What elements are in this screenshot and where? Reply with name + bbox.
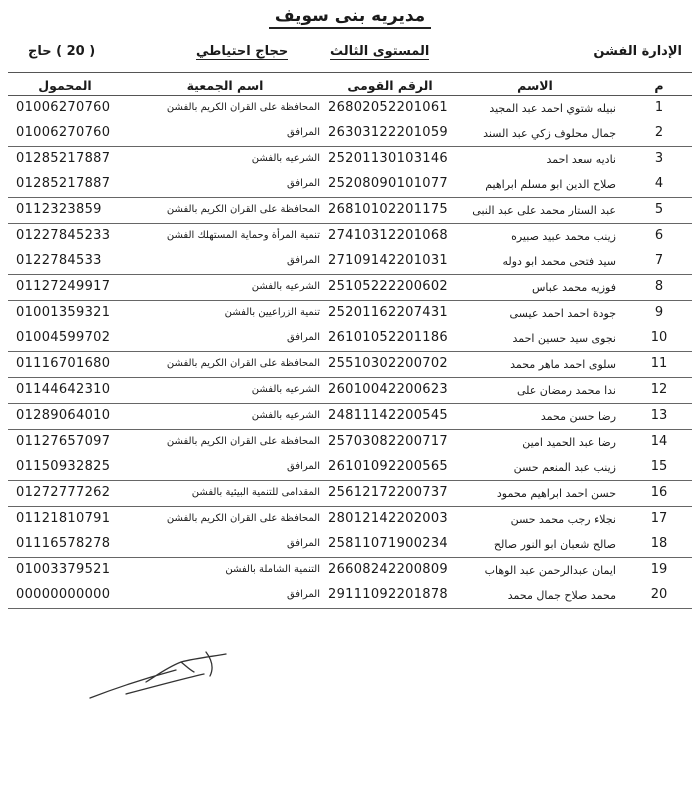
- row-group: [8, 481, 692, 507]
- row-name: ايمان عبدالرحمن عبد الوهاب: [484, 564, 616, 577]
- row-group: [8, 96, 692, 147]
- row-association: المحافظة على القران الكريم بالفشن: [166, 102, 320, 113]
- row-number: 13: [650, 408, 668, 423]
- table-row: [8, 352, 692, 377]
- row-national-id: 26303122201059: [328, 125, 448, 140]
- row-number: 1: [654, 100, 664, 115]
- row-national-id: 26608242200809: [328, 562, 448, 577]
- row-national-id: 27410312201068: [328, 228, 448, 243]
- row-association: تنمية المرأة وحماية المستهلك الفشن: [166, 230, 320, 241]
- table-row: [8, 455, 692, 480]
- row-national-id: 28012142202003: [328, 511, 448, 526]
- row-name: رضا عبد الحميد امين: [522, 436, 616, 449]
- header-top-rule: [8, 72, 692, 73]
- row-national-id: 25811071900234: [328, 536, 448, 551]
- row-national-id: 25208090101077: [328, 176, 448, 191]
- row-association: المرافق: [286, 589, 320, 600]
- row-national-id: 26810102201175: [328, 202, 448, 217]
- row-national-id: 26101052201186: [328, 330, 448, 345]
- column-header-association: اسم الجمعية: [186, 78, 264, 93]
- row-name: نجوى سيد حسين احمد: [512, 332, 616, 345]
- row-national-id: 26010042200623: [328, 382, 448, 397]
- table-row: [8, 121, 692, 146]
- row-number: 11: [650, 356, 668, 371]
- row-mobile: 0112323859: [16, 202, 102, 217]
- row-national-id: 26101092200565: [328, 459, 448, 474]
- row-group: [8, 507, 692, 558]
- row-association: المرافق: [286, 332, 320, 343]
- table-row: [8, 404, 692, 429]
- row-group: [8, 147, 692, 198]
- row-association: الشرعيه بالفشن: [251, 281, 320, 292]
- table-row: [8, 96, 692, 121]
- row-association: تنمية الزراعيين بالفشن: [224, 307, 320, 318]
- row-mobile: 01150932825: [16, 459, 111, 474]
- row-national-id: 27109142201031: [328, 253, 448, 268]
- row-group: [8, 301, 692, 352]
- row-name: سلوى احمد ماهر محمد: [510, 358, 616, 371]
- row-association: المرافق: [286, 461, 320, 472]
- pilgrims-table: [0, 96, 700, 609]
- row-mobile: 01227845233: [16, 228, 111, 243]
- row-national-id: 25201162207431: [328, 305, 448, 320]
- table-row: [8, 198, 692, 223]
- row-mobile: 01121810791: [16, 511, 111, 526]
- row-name: فوزيه محمد عباس: [532, 281, 616, 294]
- table-row: [8, 583, 692, 608]
- row-association: المحافظة على القران الكريم بالفشن: [166, 436, 320, 447]
- level-label: المستوى الثالث: [330, 44, 430, 59]
- row-number: 5: [654, 202, 664, 217]
- row-association: المحافظة على القران الكريم بالفشن: [166, 358, 320, 369]
- row-mobile: 01116578278: [16, 536, 111, 551]
- row-name: ناديه سعد احمد: [546, 153, 616, 166]
- table-row: [8, 558, 692, 583]
- column-header-mobile: المحمول: [38, 78, 92, 93]
- row-number: 7: [654, 253, 664, 268]
- admin-label: الإدارة الفشن: [593, 44, 682, 59]
- row-number: 17: [650, 511, 668, 526]
- row-national-id: 25510302200702: [328, 356, 448, 371]
- row-association: الشرعيه بالفشن: [251, 410, 320, 421]
- column-header-num: م: [654, 78, 664, 93]
- row-mobile: 01116701680: [16, 356, 111, 371]
- row-number: 19: [650, 562, 668, 577]
- row-name: صالح شعبان ابو النور صالح: [493, 538, 616, 551]
- row-mobile: 01003379521: [16, 562, 111, 577]
- row-name: جمال محلوف زكي عبد السند: [483, 127, 616, 140]
- table-row: [8, 147, 692, 172]
- row-national-id: 25105222200602: [328, 279, 448, 294]
- row-mobile: 01127249917: [16, 279, 111, 294]
- row-number: 6: [654, 228, 664, 243]
- table-row: [8, 378, 692, 403]
- row-number: 9: [654, 305, 664, 320]
- row-mobile: 01289064010: [16, 408, 111, 423]
- row-mobile: 00000000000: [16, 587, 111, 602]
- row-association: الشرعيه بالفشن: [251, 384, 320, 395]
- row-group: [8, 224, 692, 275]
- row-number: 14: [650, 434, 668, 449]
- row-name: زينب عبد المنعم حسن: [513, 461, 616, 474]
- row-mobile: 0122784533: [16, 253, 102, 268]
- row-name: صلاح الدين ابو مسلم ابراهيم: [485, 178, 616, 191]
- row-number: 3: [654, 151, 664, 166]
- table-row: [8, 532, 692, 557]
- row-association: المحافظة على القران الكريم بالفشن: [166, 513, 320, 524]
- row-number: 2: [654, 125, 664, 140]
- row-association: المرافق: [286, 255, 320, 266]
- row-national-id: 25612172200737: [328, 485, 448, 500]
- row-number: 20: [650, 587, 668, 602]
- row-group: [8, 558, 692, 609]
- row-mobile: 01285217887: [16, 176, 111, 191]
- row-association: المرافق: [286, 538, 320, 549]
- row-mobile: 01006270760: [16, 125, 111, 140]
- table-row: [8, 224, 692, 249]
- row-group: [8, 404, 692, 430]
- row-national-id: 25703082200717: [328, 434, 448, 449]
- row-name: سيد فتحى محمد ابو دوله: [502, 255, 616, 268]
- row-group: [8, 430, 692, 481]
- row-mobile: 01004599702: [16, 330, 111, 345]
- row-number: 12: [650, 382, 668, 397]
- row-name: زينب محمد عبيد صبيره: [511, 230, 616, 243]
- table-row: [8, 507, 692, 532]
- table-row: [8, 326, 692, 351]
- signature-graphic: [86, 648, 236, 708]
- row-name: نبيله شتوي احمد عبد المجيد: [489, 102, 616, 115]
- table-row: [8, 481, 692, 506]
- row-name: محمد صلاح جمال محمد: [507, 589, 616, 602]
- table-row: [8, 275, 692, 300]
- row-mobile: 01144642310: [16, 382, 111, 397]
- row-national-id: 29111092201878: [328, 587, 448, 602]
- row-association: الشرعيه بالفشن: [251, 153, 320, 164]
- row-national-id: 25201130103146: [328, 151, 448, 166]
- row-national-id: 26802052201061: [328, 100, 448, 115]
- pilgrim-count-label: ( 20 ) حاج: [28, 44, 96, 59]
- row-group: [8, 275, 692, 301]
- row-group: [8, 198, 692, 224]
- row-number: 10: [650, 330, 668, 345]
- row-number: 8: [654, 279, 664, 294]
- row-number: 18: [650, 536, 668, 551]
- row-group: [8, 352, 692, 378]
- table-row: [8, 430, 692, 455]
- row-number: 16: [650, 485, 668, 500]
- table-row: [8, 172, 692, 197]
- row-name: عبد الستار محمد على عبد النبى: [472, 204, 616, 217]
- row-association: المرافق: [286, 127, 320, 138]
- row-association: التنمية الشاملة بالفشن: [225, 564, 320, 575]
- row-association: المقدامى للتنمية البيئية بالفشن: [191, 487, 320, 498]
- row-mobile: 01127657097: [16, 434, 111, 449]
- row-association: المحافظة على القران الكريم بالفشن: [166, 204, 320, 215]
- table-row: [8, 301, 692, 326]
- pilgrim-type-label: حجاج احتياطي: [196, 44, 289, 59]
- row-group: [8, 378, 692, 404]
- row-mobile: 01272777262: [16, 485, 111, 500]
- row-number: 15: [650, 459, 668, 474]
- row-name: ندا محمد رمضان على: [516, 384, 616, 397]
- row-name: رضا حسن محمد: [540, 410, 616, 423]
- row-national-id: 24811142200545: [328, 408, 448, 423]
- row-mobile: 01285217887: [16, 151, 111, 166]
- row-association: المرافق: [286, 178, 320, 189]
- column-header-name: الاسم: [517, 78, 553, 93]
- column-header-national-id: الرقم القومى: [347, 78, 433, 93]
- row-mobile: 01001359321: [16, 305, 111, 320]
- row-name: حسن احمد ابراهيم محمود: [496, 487, 616, 500]
- page-title: مديريه بنى سويف: [0, 6, 700, 26]
- row-name: جودة احمد احمد عيسى: [509, 307, 616, 320]
- table-row: [8, 249, 692, 274]
- row-number: 4: [654, 176, 664, 191]
- row-mobile: 01006270760: [16, 100, 111, 115]
- row-name: نجلاء رجب محمد حسن: [510, 513, 616, 526]
